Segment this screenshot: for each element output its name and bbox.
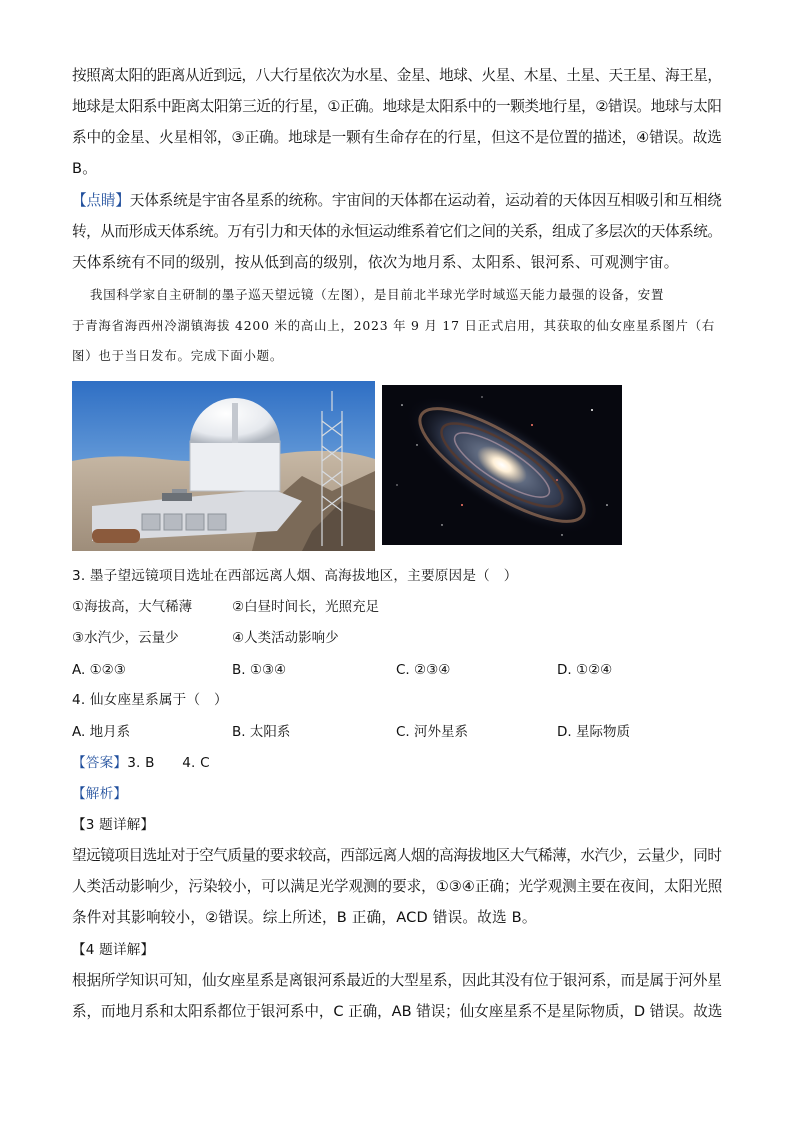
detail-3-label: 【3 题详解】 <box>72 817 155 833</box>
text-line: 条件对其影响较小，②错误。综上所述，B 正确，ACD 错误。故选 B。 <box>72 909 537 926</box>
text-line: 系中的金星、火星相邻，③正确。地球是一颗有生命存在的行星，但这不是位置的描述，④错误。故选 <box>72 129 722 146</box>
q4-option-d: D. 星际物质 <box>557 724 630 740</box>
q4-option-c: C. 河外星系 <box>396 724 469 740</box>
text-line: 望远镜项目选址对于空气质量的要求较高，西部远离人烟的高海拔地区大气稀薄，水汽少，云量少，同时 <box>72 847 722 864</box>
answer-label: 【答案】 <box>72 755 128 771</box>
q3-statement-1: ①海拔高，大气稀薄 <box>72 599 193 615</box>
galaxy-photo-image <box>382 385 622 545</box>
passage-line: 我国科学家自主研制的墨子巡天望远镜（左图），是目前北半球光学时域巡天能力最强的设备，安置 <box>90 287 665 302</box>
text-line: 天体系统有不同的级别，按从低到高的级别，依次为地月系、太阳系、银河系、可观测宇宙。 <box>72 254 679 271</box>
tip-text: 天体系统是宇宙各星系的统称。宇宙间的天体都在运动着，运动着的天体因互相吸引和互相绕 <box>129 192 722 209</box>
answer-value: 3. B 4. C <box>127 755 210 771</box>
observatory-photo-image <box>72 381 375 551</box>
q3-statement-4: ④人类活动影响少 <box>232 630 339 646</box>
question-3-stem: 3. 墨子望远镜项目选址在西部远离人烟、高海拔地区，主要原因是（ ） <box>72 568 518 584</box>
q3-option-d: D. ①②④ <box>557 662 613 678</box>
text-line: 按照离太阳的距离从近到远，八大行星依次为水星、金星、地球、火星、木星、土星、天王星、海王星， <box>72 67 722 84</box>
q4-option-b: B. 太阳系 <box>232 724 291 740</box>
text-line: 转，从而形成天体系统。万有引力和天体的永恒运动维系着它们之间的关系，组成了多层次的天体系统。 <box>72 223 722 240</box>
text-line: 根据所学知识可知，仙女座星系是离银河系最近的大型星系，因此其没有位于银河系，而是属于河外星 <box>72 972 722 989</box>
detail-4-label: 【4 题详解】 <box>72 942 155 958</box>
galaxy-photo <box>382 385 622 545</box>
observatory-photo <box>72 381 375 551</box>
passage-line: 于青海省海西州冷湖镇海拔 4200 米的高山上，2023 年 9 月 17 日正式启用，其获取的仙女座星系图片（右 <box>72 318 716 333</box>
answer-line <box>72 753 210 773</box>
q4-option-a: A. 地月系 <box>72 724 131 740</box>
passage-line: 图）也于当日发布。完成下面小题。 <box>72 348 284 363</box>
q3-statement-2: ②白昼时间长，光照充足 <box>232 599 380 615</box>
q3-statement-3: ③水汽少，云量少 <box>72 630 179 646</box>
q3-option-a: A. ①②③ <box>72 662 126 678</box>
tip-label: 【点睛】 <box>72 192 130 209</box>
text-line: 人类活动影响少，污染较小，可以满足光学观测的要求，①③④正确；光学观测主要在夜间，太阳光照 <box>72 878 723 895</box>
q3-option-b: B. ①③④ <box>232 662 287 678</box>
question-4-stem: 4. 仙女座星系属于（ ） <box>72 692 228 708</box>
text-line: 系，而地月系和太阳系都位于银河系中，C 正确，AB 错误；仙女座星系不是星际物质，D 错误。故选 <box>72 1003 723 1020</box>
analysis-label: 【解析】 <box>72 786 128 802</box>
text-line: 地球是太阳系中距离太阳第三近的行星，①正确。地球是太阳系中的一颗类地行星，②错误。地球与太阳 <box>72 98 722 115</box>
text-line: B。 <box>72 160 98 177</box>
tip-line <box>72 191 722 211</box>
q3-option-c: C. ②③④ <box>396 662 451 678</box>
